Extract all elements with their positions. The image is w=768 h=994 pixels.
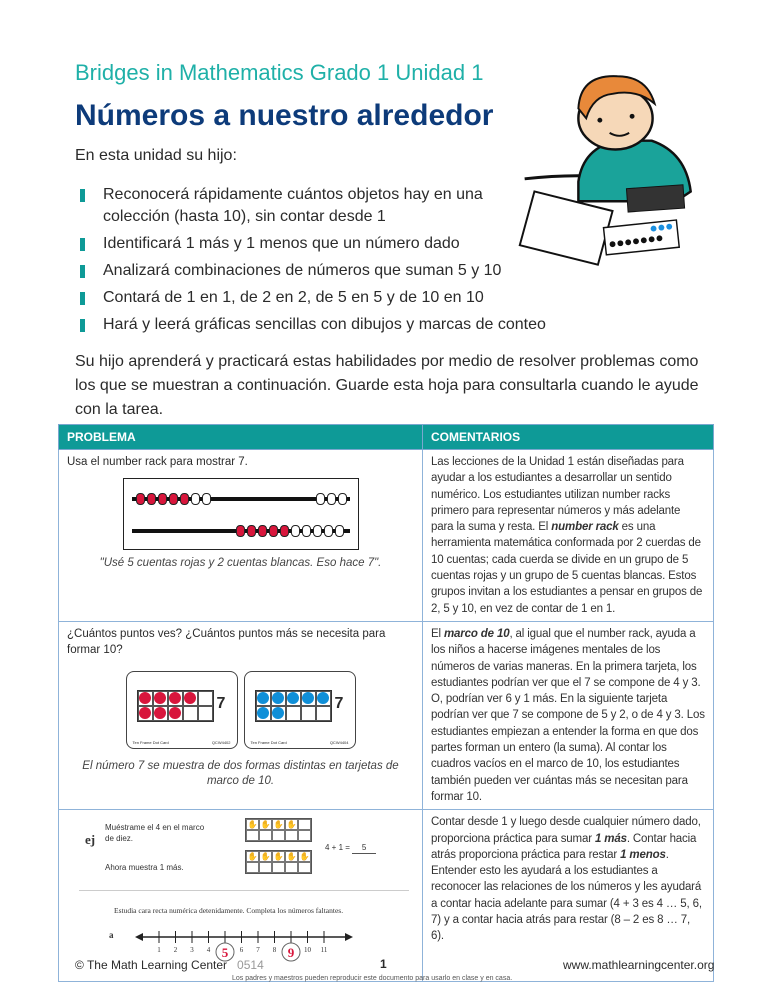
frame-cell bbox=[198, 706, 213, 721]
frame-cell bbox=[183, 691, 198, 706]
tick-label: 1 bbox=[157, 946, 161, 955]
frame-cell bbox=[271, 691, 286, 706]
page-number: 1 bbox=[380, 957, 387, 971]
example-text: Muéstrame el 4 en el marco de diez. bbox=[105, 823, 205, 844]
white-bead bbox=[324, 525, 333, 537]
comment-text: Las lecciones de la Unidad 1 están diseñadas para ayudar a los estudiantes a desarrollar un sentido numérico. Los estudiantes utilizan number racks primero para representar números y más adelante para la suma y resta. El bbox=[431, 456, 684, 534]
skill-item bbox=[75, 314, 635, 336]
frame-cell bbox=[246, 862, 259, 873]
dot bbox=[257, 707, 269, 719]
dot bbox=[272, 707, 284, 719]
dot bbox=[184, 692, 196, 704]
comment-emphasis: 1 más bbox=[594, 832, 627, 845]
skill-text: Contará de 1 en 1, de 2 en 2, de 5 en 5 y de 10 en 10 bbox=[103, 289, 484, 306]
comment-text: . Contar hacia atrás proporciona práctica para restar bbox=[431, 832, 697, 861]
arrow-left-icon bbox=[135, 933, 143, 941]
example-label: ej bbox=[85, 832, 96, 848]
red-bead bbox=[147, 493, 156, 505]
red-bead bbox=[158, 493, 167, 505]
white-bead bbox=[338, 493, 347, 505]
card-number: 7 bbox=[334, 694, 344, 712]
frame-cell: ✋ bbox=[286, 852, 297, 862]
frame-cell bbox=[286, 706, 301, 721]
dot bbox=[257, 692, 269, 704]
frame-cell bbox=[272, 862, 285, 873]
white-bead bbox=[313, 525, 322, 537]
red-bead bbox=[136, 493, 145, 505]
footer-left bbox=[75, 958, 264, 972]
answer-number: 9 bbox=[287, 945, 295, 961]
tick-label: 2 bbox=[173, 946, 178, 955]
header-comentarios: COMENTARIOS bbox=[423, 425, 714, 450]
skills-list bbox=[75, 184, 545, 341]
website-link[interactable]: www.mathlearningcenter.org bbox=[563, 958, 715, 972]
white-bead bbox=[302, 525, 311, 537]
dot bbox=[169, 707, 181, 719]
comment-emphasis: number rack bbox=[551, 521, 619, 534]
tick-label: 6 bbox=[239, 946, 244, 955]
frame-cell: ✋ bbox=[260, 820, 271, 830]
comment-cell bbox=[423, 621, 714, 809]
card-label: Ten Frame Dot Card bbox=[132, 739, 169, 745]
red-bead bbox=[280, 525, 289, 537]
frame-cell bbox=[168, 691, 183, 706]
comment-text: es una herramienta matemática conformada por 2 cuerdas de 10 cuentas; cada cuerda se divide en un grupo de 5 cuentas rojas y un grupo de 5 cuentas blancas. Estos grupos invitan a los estudiantes a pensar en grupos de 2, 5 y 10, en vez de contar de 1 en 1. bbox=[431, 521, 703, 615]
skill-text: Hará y leerá gráficas sencillas con dibujos y marcas de conteo bbox=[103, 316, 546, 333]
red-bead bbox=[169, 493, 178, 505]
unit-subtitle: Bridges in Mathematics Grado 1 Unidad 1 bbox=[75, 60, 484, 85]
comment-emphasis: marco de 10 bbox=[443, 627, 510, 640]
comment-text: Contar desde 1 y luego desde cualquier número dado, proporciona práctica para sumar bbox=[431, 816, 701, 845]
frame-cell bbox=[286, 691, 301, 706]
skill-item bbox=[75, 260, 545, 282]
frame-cell: ✋ bbox=[273, 852, 284, 862]
white-bead bbox=[316, 493, 325, 505]
frame-cell bbox=[301, 691, 316, 706]
frame-cell bbox=[168, 706, 183, 721]
example-text: Ahora muestra 1 más. bbox=[105, 863, 184, 873]
skill-item bbox=[75, 184, 545, 228]
frame-cell bbox=[256, 706, 271, 721]
arrow-right-icon bbox=[345, 933, 353, 941]
ten-frame-card-red bbox=[126, 671, 238, 749]
skill-text: Analizará combinaciones de números que suman 5 y 10 bbox=[103, 262, 502, 279]
doc-code: 0514 bbox=[237, 958, 264, 972]
tick-label: 8 bbox=[272, 946, 277, 955]
frame-cell bbox=[316, 706, 331, 721]
skill-text: Reconocerá rápidamente cuántos objetos hay en una colección (hasta 10), sin contar desde 1 bbox=[103, 186, 483, 225]
frame-cell bbox=[272, 830, 285, 841]
dot bbox=[287, 692, 299, 704]
dot bbox=[139, 692, 151, 704]
rack-caption: "Usé 5 cuentas rojas y 2 cuentas blancas. Eso hace 7". bbox=[99, 557, 382, 570]
comment-emphasis: 1 menos bbox=[620, 848, 666, 861]
dot bbox=[169, 692, 181, 704]
problem-cell bbox=[59, 450, 423, 622]
divider bbox=[79, 890, 409, 891]
tick-label: 10 bbox=[304, 946, 311, 955]
frame-cell bbox=[153, 706, 168, 721]
comment-text: El bbox=[431, 627, 444, 640]
frame-cell: ✋ bbox=[247, 852, 258, 862]
copyright: © The Math Learning Center bbox=[75, 958, 228, 972]
red-bead bbox=[247, 525, 256, 537]
frame-cell bbox=[138, 706, 153, 721]
bullet-marker-icon bbox=[80, 265, 85, 278]
red-bead bbox=[236, 525, 245, 537]
dot bbox=[272, 692, 284, 704]
frame-cell: ✋ bbox=[286, 820, 297, 830]
bullet-marker-icon bbox=[80, 319, 85, 332]
card-number: 7 bbox=[216, 694, 226, 712]
frame-cell bbox=[198, 691, 213, 706]
frame-cell bbox=[183, 706, 198, 721]
frame-cell bbox=[301, 706, 316, 721]
skill-item bbox=[75, 233, 545, 255]
bullet-marker-icon bbox=[80, 189, 85, 202]
card-label: Ten Frame Dot Card bbox=[250, 739, 287, 745]
answer-number: 5 bbox=[221, 945, 229, 961]
frame-cell bbox=[298, 830, 311, 841]
problem-cell bbox=[59, 810, 423, 982]
frame-cell bbox=[271, 706, 286, 721]
frame-cell bbox=[316, 691, 331, 706]
white-bead bbox=[335, 525, 344, 537]
frame-cell bbox=[298, 819, 311, 830]
dot bbox=[139, 707, 151, 719]
frame-cell bbox=[259, 862, 272, 873]
red-bead bbox=[269, 525, 278, 537]
frame-cell bbox=[256, 691, 271, 706]
problem-cell bbox=[59, 621, 423, 809]
red-bead bbox=[258, 525, 267, 537]
ten-frame-card-blue bbox=[244, 671, 356, 749]
dot bbox=[154, 707, 166, 719]
equation: 4 + 1 = bbox=[325, 843, 350, 853]
dot bbox=[154, 692, 166, 704]
problem-text: Usa el number rack para mostrar 7. bbox=[67, 456, 248, 468]
problem-label: a bbox=[109, 930, 114, 941]
skill-text: Identificará 1 más y 1 menos que un número dado bbox=[103, 235, 460, 252]
white-bead bbox=[327, 493, 336, 505]
frame-cell: ✋ bbox=[273, 820, 284, 830]
problem-text: ¿Cuántos puntos ves? ¿Cuántos puntos más se necesita para formar 10? bbox=[67, 627, 386, 657]
comment-cell bbox=[423, 450, 714, 622]
number-line-instruction: Estudia cara recta numérica detenidamente. Completa los números faltantes. bbox=[114, 906, 344, 916]
tick-label: 3 bbox=[190, 946, 194, 955]
skill-item bbox=[75, 287, 545, 309]
ten-frame bbox=[137, 690, 214, 722]
white-bead bbox=[191, 493, 200, 505]
bullet-marker-icon bbox=[80, 238, 85, 251]
comment-text: . Entender esto les ayudará a los estudiantes a reconocer las relaciones de los números y les ayudará a contar hacia adelante para sumar (4 + 3 es 4 … 5, 6, 7) y a contar hacia atrás para restar (8 – 2 es 8 … 7, 6). bbox=[431, 848, 702, 943]
frame-cell bbox=[285, 830, 298, 841]
white-bead bbox=[202, 493, 211, 505]
mini-ten-frame bbox=[245, 818, 312, 842]
dot bbox=[317, 692, 329, 704]
intro-paragraph: Su hijo aprenderá y practicará estas habilidades por medio de resolver problemas como los que se muestran a continuación. Guarde esta hoja para consultarla cuando le ayude con la tarea. bbox=[75, 353, 699, 418]
frame-cell: ✋ bbox=[299, 852, 310, 862]
dot bbox=[302, 692, 314, 704]
white-bead bbox=[291, 525, 300, 537]
number-rack bbox=[123, 478, 359, 550]
problems-table bbox=[58, 424, 714, 982]
mini-ten-frame bbox=[245, 850, 312, 874]
intro-text: En esta unidad su hijo: bbox=[75, 147, 237, 164]
frame-cell: ✋ bbox=[247, 820, 258, 830]
equation-answer: 5 bbox=[352, 842, 376, 854]
tick-label: 4 bbox=[206, 946, 211, 955]
reproduction-note: Los padres y maestros pueden reproducir este documento para usarlo en clase y en casa. bbox=[232, 975, 513, 982]
frame-cell bbox=[259, 830, 272, 841]
tick-label: 7 bbox=[256, 946, 260, 955]
red-bead bbox=[180, 493, 189, 505]
frame-cell bbox=[246, 830, 259, 841]
page-title: Números a nuestro alrededor bbox=[75, 99, 494, 132]
header-problema: PROBLEMA bbox=[59, 425, 423, 450]
card-code: QCW4402 bbox=[211, 739, 231, 745]
frame-cell bbox=[153, 691, 168, 706]
bullet-marker-icon bbox=[80, 292, 85, 305]
frame-cell: ✋ bbox=[260, 852, 271, 862]
ten-frame-caption: El número 7 se muestra de dos formas distintas en tarjetas de marco de 10. bbox=[82, 759, 399, 787]
comment-cell bbox=[423, 810, 714, 982]
frame-cell bbox=[138, 691, 153, 706]
frame-cell bbox=[298, 862, 311, 873]
comment-text: , al igual que el number rack, ayuda a los niños a hacerse imágenes mentales de los números de varias maneras. En la primera tarjeta, los estudiantes podrían ver que el 7 se compone de 4 y 3. O, podrían ver 6 y 1 más. En la siguiente tarjeta podrían ver que 7 se compone de 5 y 2, o de 4 y 3. Los estudiantes empiezan a entender la forma en que dos partes forman un entero (la suma). Al contar los cuadros vacíos en el marco de 10, los estudiantes también pueden ver cuántas más se necesitan para formar 10. bbox=[431, 627, 705, 803]
tick-label: 11 bbox=[320, 946, 328, 955]
card-code: QCW4404 bbox=[329, 739, 349, 745]
frame-cell bbox=[285, 862, 298, 873]
ten-frame bbox=[255, 690, 332, 722]
